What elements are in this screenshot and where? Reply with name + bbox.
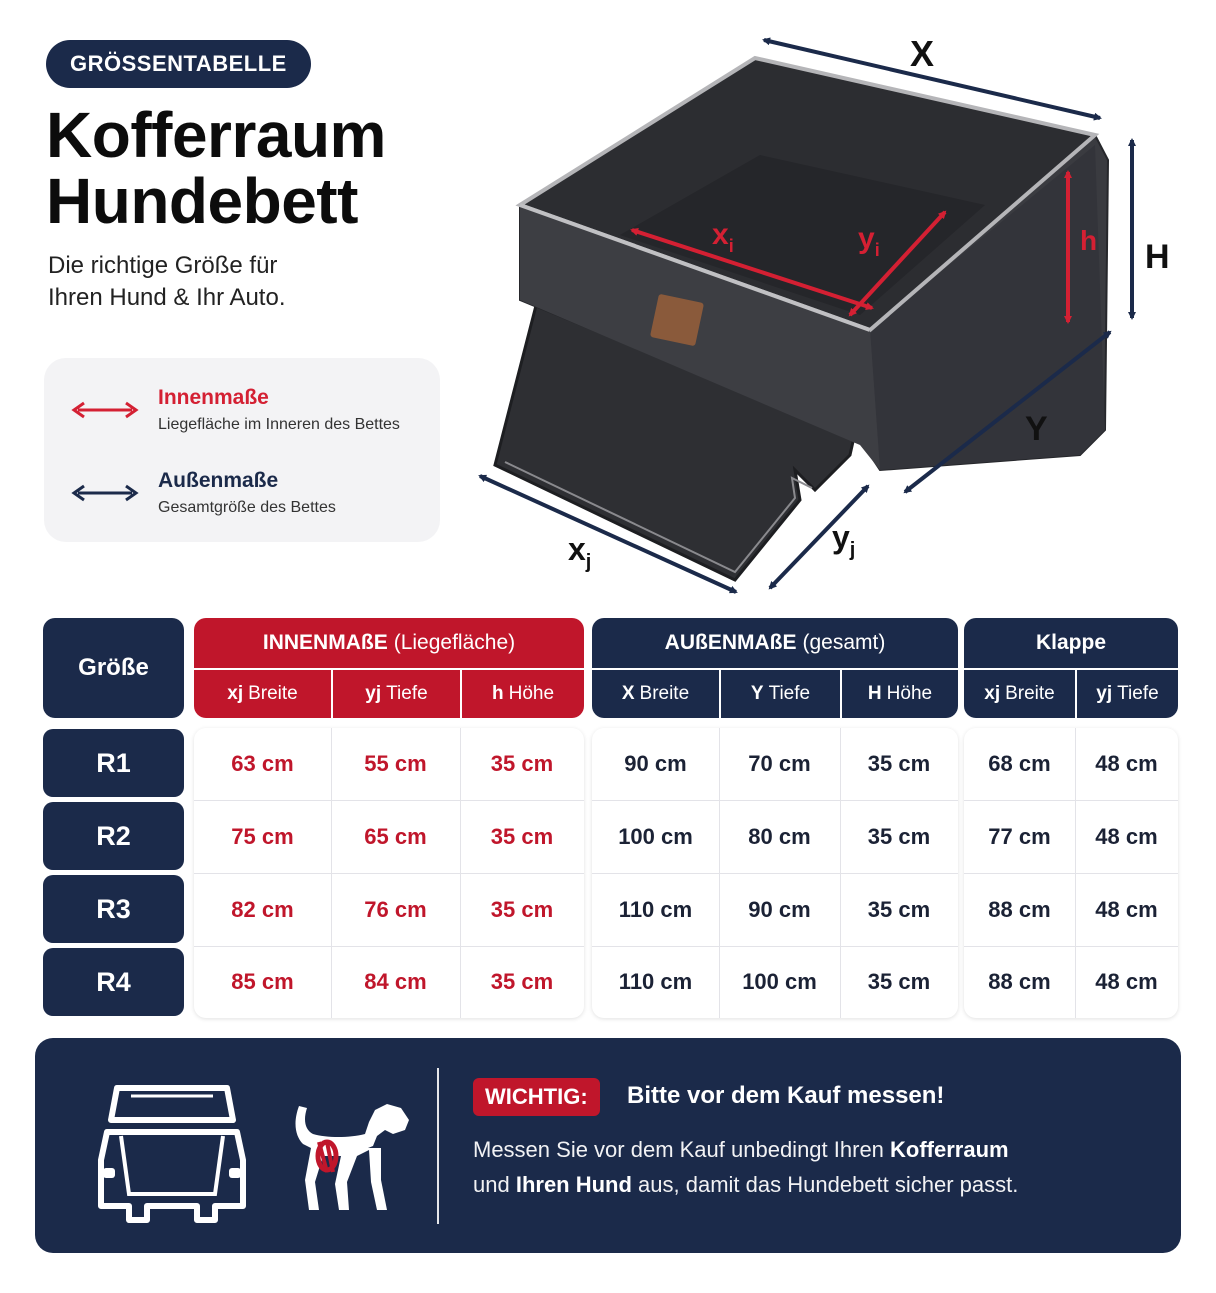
size-cell: R1 [43,729,184,797]
outer-dimensions-header [592,618,958,718]
inner-header-note: (Liegefläche) [393,631,516,654]
size-cell: R2 [43,802,184,870]
label-xi: $x_i$ [712,218,734,256]
table-cell: 35 cm [867,824,931,849]
outer-col-depth: Y Tiefe [750,683,811,704]
table-cell: 76 cm [364,897,427,922]
flap-values-panel [964,728,1178,1018]
outer-col-width: X Breite [621,683,690,704]
table-cell: 84 cm [364,969,427,994]
inner-col-depth: yj Tiefe [365,683,428,704]
table-cell: 35 cm [867,897,931,922]
legend-inner-title: Innenmaße [158,386,269,409]
outer-header-title: AUßENMAßE [664,631,797,654]
table-cell: 35 cm [490,969,554,994]
table-cell: 90 cm [748,897,811,922]
inner-values-panel [194,728,584,1018]
outer-col-height: H Höhe [867,683,933,704]
label-Y: Y [1025,410,1048,448]
badge-label: GRÖSSENTABELLE [70,51,287,76]
title-line-1: Kofferraum [46,99,386,171]
table-cell: 35 cm [867,969,931,994]
flap-header-title: Klappe [1035,631,1106,654]
notice-title: Bitte vor dem Kauf messen! [627,1082,945,1109]
label-yj: $y_j$ [832,519,856,561]
label-yi: $y_i$ [858,222,880,260]
table-cell: 48 cm [1095,897,1158,922]
flap-col-depth: yj Tiefe [1096,683,1159,704]
legend-inner [44,380,440,440]
subtitle-line-1: Die richtige Größe für [48,252,278,279]
outer-values-panel [592,728,958,1018]
notice-text: Messen Sie vor dem Kauf unbedingt Ihren Kofferraum und Ihren Hund aus, damit das Hundebett sicher passt. [473,1137,1019,1197]
table-cell: 90 cm [624,751,687,776]
page-title [46,99,386,237]
legend-outer-title: Außenmaße [158,469,279,492]
size-chart-badge [46,40,311,88]
legend-outer-desc: Gesamtgröße des Bettes [158,499,336,516]
table-cell: 35 cm [867,751,931,776]
table-cell: 85 cm [231,969,294,994]
dog-icon [285,1100,415,1218]
table-cell: 48 cm [1095,751,1158,776]
wichtig-badge [473,1078,600,1116]
table-cell: 68 cm [988,751,1051,776]
size-cell: R3 [43,875,184,943]
table-cell: 88 cm [988,969,1051,994]
table-cell: 75 cm [231,824,294,849]
title-line-2: Hundebett [46,165,358,237]
flap-col-width: xj Breite [984,683,1055,704]
table-cell: 70 cm [748,751,811,776]
column-size-header [43,618,184,718]
outer-header-note: (gesamt) [802,631,886,654]
table-cell: 100 cm [742,969,817,994]
label-h: h [1080,225,1098,256]
subtitle-line-2: Ihren Hund & Ihr Auto. [48,284,286,311]
groesse-label: Größe [78,654,149,681]
legend-outer [44,463,440,523]
wichtig-label: WICHTIG: [485,1084,588,1109]
legend-box [44,358,440,542]
table-cell: 110 cm [618,897,693,922]
table-cell: 77 cm [988,824,1051,849]
table-cell: 100 cm [618,824,693,849]
navy-double-arrow-icon [70,481,140,505]
inner-col-height: h Höhe [491,683,555,704]
table-cell: 80 cm [748,824,811,849]
label-xj: $x_j$ [568,531,592,573]
inner-col-width: xj Breite [227,683,298,704]
label-H: H [1145,238,1170,276]
table-cell: 35 cm [490,897,554,922]
notice-divider [437,1068,439,1224]
table-cell: 65 cm [364,824,427,849]
table-cell: 82 cm [231,897,294,922]
car-trunk-icon [97,1074,247,1224]
table-cell: 48 cm [1095,824,1158,849]
flap-header [964,618,1178,718]
table-cell: 35 cm [490,751,554,776]
dog-bed-diagram [470,30,1190,610]
subtitle [48,250,408,314]
measure-notice [35,1038,1181,1253]
table-cell: 55 cm [364,751,427,776]
size-cell: R4 [43,948,184,1016]
table-cell: 110 cm [618,969,693,994]
legend-inner-desc: Liegefläche im Inneren des Bettes [158,416,400,433]
table-cell: 48 cm [1095,969,1158,994]
inner-header-title: INNENMAßE [262,631,388,654]
table-cell: 35 cm [490,824,554,849]
table-cell: 88 cm [988,897,1051,922]
inner-dimensions-header [194,618,584,718]
table-cell: 63 cm [231,751,294,776]
label-X: X [910,33,935,74]
red-double-arrow-icon [70,398,140,422]
